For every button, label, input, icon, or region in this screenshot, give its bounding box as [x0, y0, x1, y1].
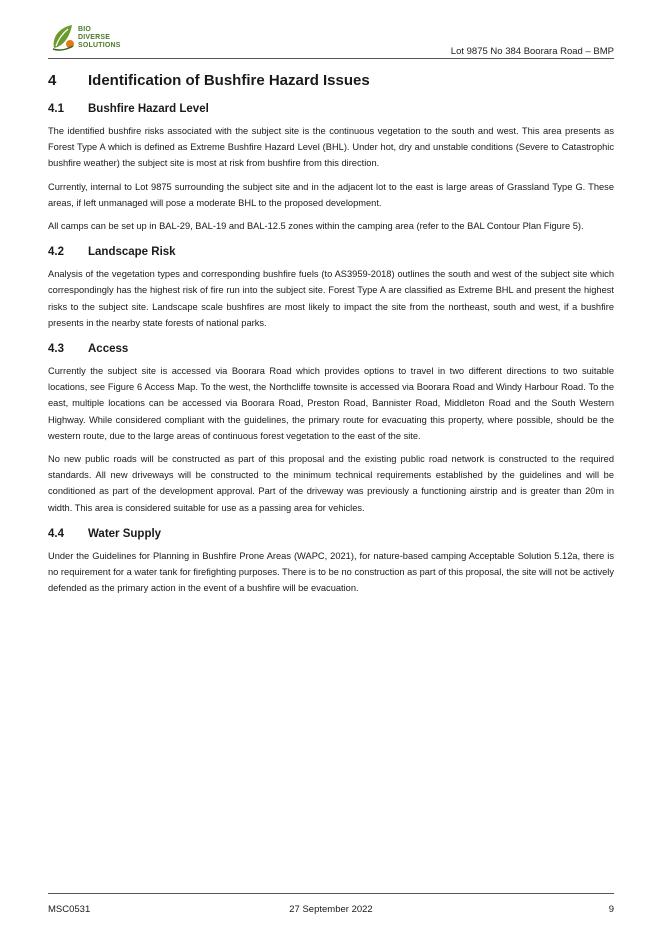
paragraph: No new public roads will be constructed as part of this proposal and the existing public road network is constructed to the required standards. All new driveways will be constructed to the minimum technical requirements established by the guidelines and will be conditioned as part of the development approval. Part of the driveway was previously a functioning airstrip and is greater than 20m in width. This area is considered suitable for use as a passing area for vehicles.	[48, 454, 614, 513]
paragraph: Currently, internal to Lot 9875 surrounding the subject site and in the adjacent lot to the east is large areas of Grassland Type G. These areas, if left unmanaged will pose a moderate BHL to the proposed development.	[48, 181, 614, 208]
subsection-title: Water Supply	[88, 527, 162, 540]
paragraph: All camps can be set up in BAL-29, BAL-19 and BAL-12.5 zones within the camping area (refer to the BAL Contour Plan Figure 5).	[48, 221, 584, 232]
page-header	[48, 20, 614, 60]
paragraph: The identified bushfire risks associated with the subject site is the continuous vegetation to the south and west. This area presents as Forest Type A which is defined as Extreme Bushfire Hazard Level (BHL). Under hot, dry and unstable conditions (Severe to Catastrophic bushfire weather) the subject site is most at risk from bushfire from this direction.	[48, 126, 614, 169]
main-content	[48, 66, 614, 603]
subsection-4-3	[48, 343, 614, 516]
subsection-heading	[48, 343, 614, 355]
logo-line-2: DIVERSE	[78, 34, 111, 41]
document-reference: Lot 9875 No 384 Boorara Road – BMP	[450, 46, 614, 57]
subsection-title: Bushfire Hazard Level	[88, 103, 209, 115]
paragraph: Analysis of the vegetation types and corresponding bushfire fuels (to AS3959-2018) outlines the south and west of the subject site which correspondingly has the highest risk of fire run into the subject site. Forest Type A are classified as Extreme BHL and present the highest risks to the subject site. Landscape scale bushfires are most likely to impact the site from the northeast, south and west, if a bushfire presents in the nearby state forests of national parks.	[48, 269, 614, 328]
subsection-4-4	[48, 528, 614, 597]
logo-line-1: BIO	[78, 26, 92, 33]
footer-divider	[48, 893, 614, 894]
subsection-number: 4.3	[48, 343, 64, 356]
subsection-number: 4.4	[48, 527, 64, 540]
document-date: 27 September 2022	[289, 904, 373, 915]
page-number: 9	[608, 904, 614, 915]
subsection-4-2	[48, 246, 614, 331]
document-code: MSC0531	[48, 904, 91, 915]
subsection-number: 4.2	[48, 246, 64, 259]
subsection-title: Landscape Risk	[88, 246, 176, 259]
subsection-heading	[48, 246, 614, 258]
leaf-logo-icon	[50, 22, 76, 52]
section-title: Identification of Bushfire Hazard Issues	[88, 72, 370, 89]
logo-wordmark	[78, 26, 121, 50]
paragraph: Under the Guidelines for Planning in Bushfire Prone Areas (WAPC, 2021), for nature-based camping Acceptable Solution 5.12a, there is no requirement for a water tank for firefighting purposes. There is to be no construction as part of this proposal, the site will not be actively defended as the primary action in the event of a bushfire will be evacuation.	[48, 550, 614, 594]
subsection-4-1	[48, 103, 614, 234]
logo-line-3: SOLUTIONS	[78, 42, 121, 49]
company-logo	[50, 22, 130, 56]
subsection-heading	[48, 528, 614, 540]
subsection-title: Access	[88, 343, 129, 356]
header-divider	[48, 58, 614, 59]
paragraph: Currently the subject site is accessed via Boorara Road which provides options to travel in two different directions to two suitable locations, see Figure 6 Access Map. To the west, the Northcliffe townsite is accessed via Boorara Road and Windy Harbour Road. To the east, multiple locations can be accessed via Boorara Road, Preston Road, Bannister Road, Middleton Road and the South Western Highway. While considered compliant with the guidelines, the primary route for evacuating this property, where possible, should be the western route, due to the large areas of continuous forest vegetation to the east of the site.	[48, 366, 614, 441]
subsection-number: 4.1	[48, 103, 64, 115]
subsection-heading	[48, 103, 614, 115]
section-number: 4	[48, 72, 57, 89]
section-heading	[48, 72, 614, 89]
